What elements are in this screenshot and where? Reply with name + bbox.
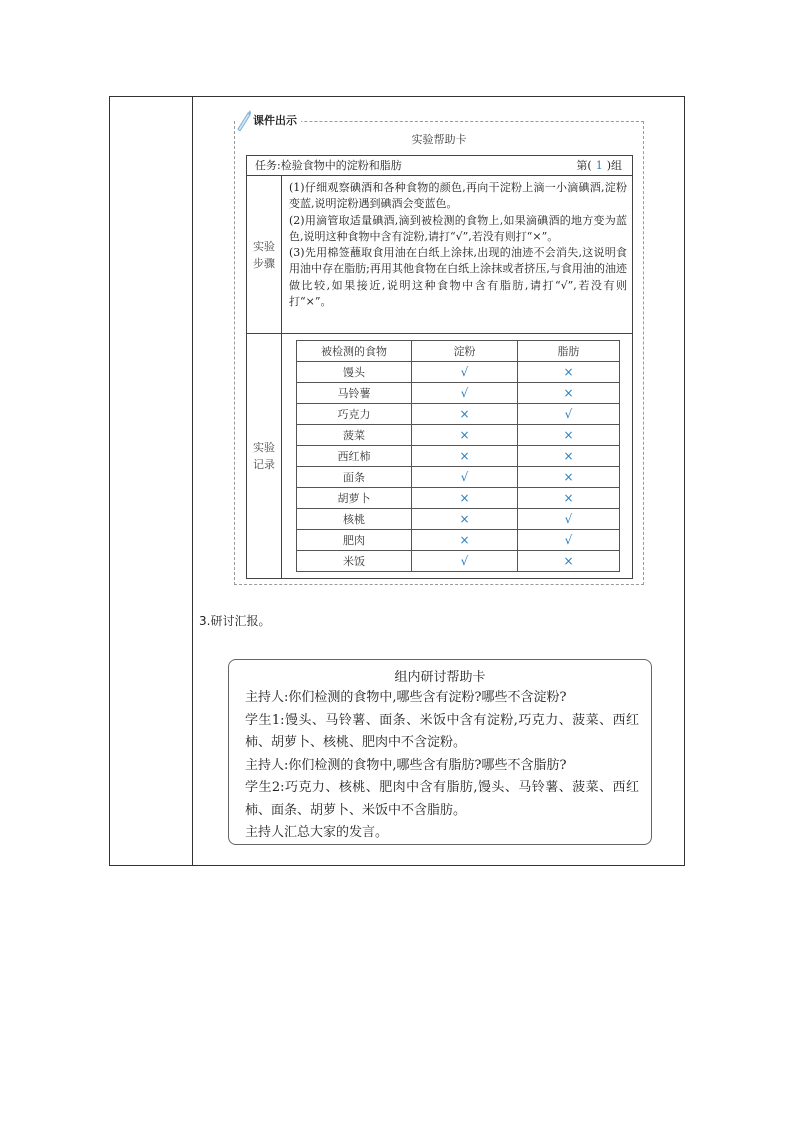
fat-mark: × (518, 425, 620, 446)
fat-mark: √ (518, 404, 620, 425)
record-row (247, 334, 632, 578)
step-3: (3)先用棉签蘸取食用油在白纸上涂抹,出现的油迹不会消失,这说明食用油中存在脂肪;再用其他食物在白纸上涂抹或者挤压,与食用油的油迹做比较,如果接近,说明这种食物中含有脂肪,请打“√”,若没有则打“×”。 (289, 246, 627, 309)
discussion-line: 主持人汇总大家的发言。 (245, 825, 389, 840)
discussion-line: 主持人:你们检测的食物中,哪些含有淀粉?哪些不含淀粉? (245, 690, 567, 705)
record-row-item (297, 488, 620, 509)
food-cell: 馒头 (297, 362, 412, 383)
steps-row (247, 176, 632, 334)
starch-mark: × (412, 509, 518, 530)
discussion-line: 学生2:巧克力、核桃、肥肉中含有脂肪,馒头、马铃薯、菠菜、西红柿、面条、胡萝卜、米饭中不含脂肪。 (245, 780, 639, 818)
record-row-item (297, 551, 620, 572)
record-table (296, 340, 620, 572)
header-fat: 脂肪 (518, 341, 620, 362)
food-cell: 米饭 (297, 551, 412, 572)
pencil-icon (235, 109, 251, 131)
header-food: 被检测的食物 (297, 341, 412, 362)
record-row-item (297, 362, 620, 383)
record-row-item (297, 530, 620, 551)
help-card (246, 155, 633, 579)
starch-mark: × (412, 488, 518, 509)
step-2: (2)用滴管取适量碘酒,滴到被检测的食物上,如果滴碘酒的地方变为蓝色,说明这种食物中含有淀粉,请打“√”,若没有则打“×”。 (289, 213, 627, 243)
record-row-item (297, 446, 620, 467)
record-row-item (297, 425, 620, 446)
food-cell: 西红柿 (297, 446, 412, 467)
task-row (247, 156, 632, 176)
fat-mark: √ (518, 509, 620, 530)
help-card-title: 实验帮助卡 (411, 133, 467, 146)
starch-mark: √ (412, 362, 518, 383)
starch-mark: √ (412, 551, 518, 572)
discussion-lines (245, 687, 639, 845)
food-cell: 菠菜 (297, 425, 412, 446)
left-column (110, 97, 193, 865)
starch-mark: × (412, 404, 518, 425)
record-row-item (297, 509, 620, 530)
food-cell: 肥肉 (297, 530, 412, 551)
section-title: 3.研讨汇报。 (199, 614, 271, 628)
fat-mark: × (518, 467, 620, 488)
record-row-item (297, 383, 620, 404)
record-table-body (297, 362, 620, 572)
fat-mark: × (518, 551, 620, 572)
step-1: (1)仔细观察碘酒和各种食物的颜色,再向干淀粉上滴一小滴碘酒,淀粉变蓝,说明淀粉遇到碘酒会变蓝色。 (289, 181, 627, 211)
courseware-badge (235, 109, 301, 131)
food-cell: 面条 (297, 467, 412, 488)
fat-mark: × (518, 446, 620, 467)
record-row-item (297, 404, 620, 425)
starch-mark: × (412, 446, 518, 467)
record-header-row (297, 341, 620, 362)
discussion-line: 主持人:你们检测的食物中,哪些含有脂肪?哪些不含脂肪? (245, 757, 567, 773)
fat-mark: √ (518, 530, 620, 551)
courseware-badge-label: 课件出示 (253, 114, 297, 127)
steps-label: 实验 步骤 (247, 176, 282, 333)
fat-mark: × (518, 362, 620, 383)
food-cell: 核桃 (297, 509, 412, 530)
food-cell: 巧克力 (297, 404, 412, 425)
food-cell: 胡萝卜 (297, 488, 412, 509)
discussion-card (228, 659, 652, 845)
discussion-line: 学生1:馒头、马铃薯、面条、米饭中含有淀粉,巧克力、菠菜、西红柿、胡萝卜、核桃、肥肉中不含淀粉。 (245, 712, 639, 750)
task-text: 任务:检验食物中的淀粉和脂肪 (255, 159, 402, 172)
record-label: 实验 记录 (247, 334, 282, 578)
starch-mark: × (412, 530, 518, 551)
fat-mark: × (518, 383, 620, 404)
group-number: 第( 1 )组 (576, 159, 622, 172)
fat-mark: × (518, 488, 620, 509)
lesson-table (109, 96, 685, 866)
starch-mark: √ (412, 467, 518, 488)
starch-mark: × (412, 425, 518, 446)
group-number-value: 1 (595, 159, 603, 172)
starch-mark: √ (412, 383, 518, 404)
food-cell: 马铃薯 (297, 383, 412, 404)
steps-text (289, 180, 627, 310)
discussion-title: 组内研讨帮助卡 (394, 670, 486, 685)
header-starch: 淀粉 (412, 341, 518, 362)
record-row-item (297, 467, 620, 488)
